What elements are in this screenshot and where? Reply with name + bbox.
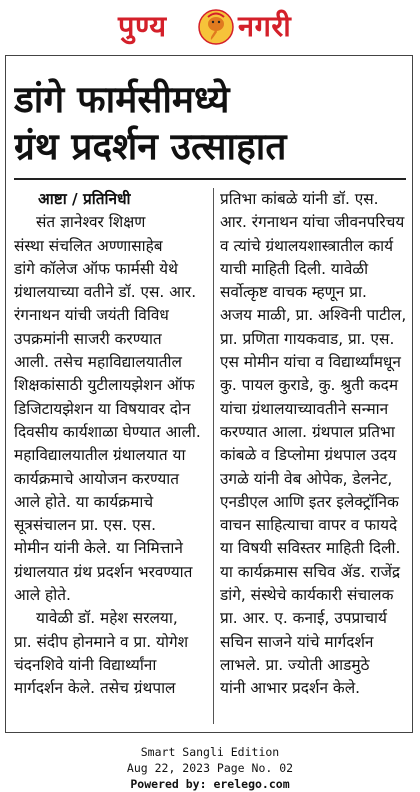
masthead-name-right: नगरी <box>238 9 292 43</box>
body-line: आर. रंगनाथन यांचा जीवनपरिचय <box>220 213 405 232</box>
body-line: या विषयी सविस्तर माहिती दिली. <box>220 539 401 558</box>
body-line: आले होते. <box>14 586 71 605</box>
body-line: शिक्षकांसाठी युटीलायझेशन ऑफ <box>14 376 195 395</box>
body-line: याची माहिती दिली. यावेळी <box>220 259 369 278</box>
body-line: लाभले. प्रा. ज्योती आडमुठे <box>220 655 370 674</box>
body-line: महाविद्यालयातील ग्रंथालयात या <box>14 446 186 465</box>
body-line: मार्गदर्शन केले. तसेच ग्रंथपाल <box>14 679 176 698</box>
body-line: कार्यक्रमाचे आयोजन करण्यात <box>14 469 180 488</box>
headline-line-2: ग्रंथ प्रदर्शन उत्साहात <box>14 125 287 168</box>
dateline: आष्टा / प्रतिनिधी <box>38 190 131 208</box>
body-line: संत ज्ञानेश्वर शिक्षण <box>36 213 146 232</box>
headline-divider <box>14 178 406 180</box>
body-line: व त्यांचे ग्रंथालयशास्त्रातील कार्य <box>220 236 394 255</box>
ganesha-logo-icon <box>196 8 236 46</box>
body-line: एनडीएल आणि इतर इलेक्ट्रॉनिक <box>220 492 399 511</box>
body-line: ग्रंथालयाच्या वतीने डॉ. एस. आर. <box>14 283 197 302</box>
body-line: दिवसीय कार्यशाळा घेण्यात आली. <box>14 422 201 441</box>
body-line: उगळे यांनी वेब ओपेक, डेलनेट, <box>220 469 393 488</box>
body-line: प्रा. संदीप होनमाने व प्रा. योगेश <box>14 632 189 651</box>
body-line: मोमीन यांनी केले. या निमित्ताने <box>14 539 183 558</box>
body-line: संस्था संचलित अण्णासाहेब <box>14 236 163 255</box>
body-line: अजय माळी, प्रा. अश्विनी पाटील, <box>220 306 407 325</box>
edition-name: Smart Sangli Edition <box>140 745 280 759</box>
body-line: वाचन साहित्याचा वापर व फायदे <box>220 516 398 535</box>
body-line: कु. पायल कुराडे, कु. श्रुती कदम <box>220 376 399 395</box>
body-line: यांचा ग्रंथालयाच्यावतीने सन्मान <box>220 399 389 418</box>
body-line: प्रा. आर. ए. कनाई, उपप्राचार्य <box>220 609 387 628</box>
headline-line-1: डांगे फार्मसीमध्ये <box>14 78 230 121</box>
column-separator <box>213 188 214 724</box>
body-line: प्रतिभा कांबळे यांनी डॉ. एस. <box>220 190 379 208</box>
body-line: सर्वोत्कृष्ट वाचक म्हणून प्रा. <box>220 283 367 302</box>
article-column-left <box>14 188 210 701</box>
body-line: कांबळे व डिप्लोमा ग्रंथपाल उदय <box>220 446 397 465</box>
body-line: डांगे कॉलेज ऑफ फार्मसी येथे <box>14 259 178 278</box>
body-line: यांनी आभार प्रदर्शन केले. <box>220 679 361 698</box>
body-line: प्रा. प्रणिता गायकवाड, प्रा. एस. <box>220 329 395 348</box>
masthead <box>0 0 420 50</box>
masthead-name-left: पुण्य <box>118 9 167 43</box>
body-line: यावेळी डॉ. महेश सरलया, <box>36 609 178 628</box>
body-line: या कार्यक्रमास सचिव ॲड. राजेंद्र <box>220 562 401 581</box>
body-line: आले होते. या कार्यक्रमाचे <box>14 492 154 511</box>
body-line: करण्यात आला. ग्रंथपाल प्रतिभा <box>220 422 395 441</box>
body-line: डांगे, संस्थेचे कार्यकारी संचालक <box>220 586 394 605</box>
body-line: आली. तसेच महाविद्यालयातील <box>14 353 182 372</box>
body-line: चंदनशिवे यांनी विद्यार्थ्यांना <box>14 655 157 674</box>
powered-by-link[interactable]: Powered by: erelego.com <box>130 777 290 791</box>
edition-footer <box>0 744 420 792</box>
body-line: उपक्रमांनी साजरी करण्यात <box>14 329 162 348</box>
edition-date-page: Aug 22, 2023 Page No. 02 <box>126 761 294 775</box>
article-column-right <box>220 188 412 701</box>
body-line: रंगनाथन यांची जयंती विविध <box>14 306 169 325</box>
body-line: डिजिटायझेशन या विषयावर दोन <box>14 399 191 418</box>
body-line: सचिन साजने यांचे मार्गदर्शन <box>220 632 374 651</box>
body-line: ग्रंथालयात ग्रंथ प्रदर्शन भरवण्यात <box>14 562 193 581</box>
body-line: सूत्रसंचालन प्रा. एस. एस. <box>14 516 156 535</box>
body-line: एस मोमीन यांचा व विद्यार्थ्यांमधून <box>220 353 401 372</box>
